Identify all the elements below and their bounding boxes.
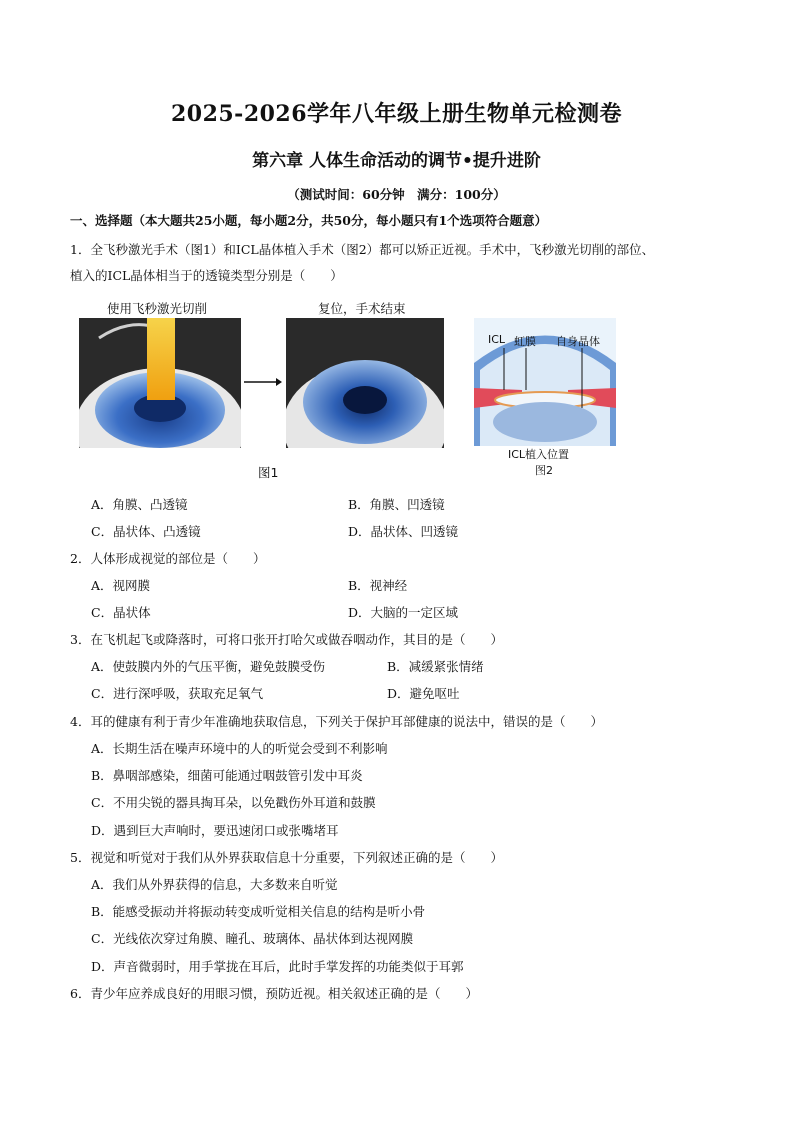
question-1-option-a[interactable]: A．角膜、凸透镜 xyxy=(91,497,188,512)
icl-position-label: ICL植入位置 xyxy=(508,448,570,461)
figure-1-label: 图1 xyxy=(258,465,279,480)
question-5-stem: 5．视觉和听觉对于我们从外界获取信息十分重要，下列叙述正确的是（ ） xyxy=(70,850,503,865)
question-5-option-b[interactable]: B．能感受振动并将振动转变成听觉相关信息的结构是听小骨 xyxy=(91,904,426,919)
exam-title: 2025-2026学年八年级上册生物单元检测卷 xyxy=(170,101,623,127)
question-4-option-a[interactable]: A．长期生活在噪声环境中的人的听觉会受到不利影响 xyxy=(91,741,388,756)
question-4-option-d[interactable]: D．遇到巨大声响时，要迅速闭口或张嘴堵耳 xyxy=(91,823,339,838)
question-5-option-a[interactable]: A．我们从外界获得的信息，大多数来自听觉 xyxy=(91,877,338,892)
figure-2-label: 图2 xyxy=(535,464,553,477)
question-3-option-b[interactable]: B．减缓紧张情绪 xyxy=(387,659,484,674)
question-4-option-c[interactable]: C．不用尖锐的器具掏耳朵，以免戳伤外耳道和鼓膜 xyxy=(91,795,376,810)
question-1-stem-line-2: 植入的ICL晶体相当于的透镜类型分别是（ ） xyxy=(70,268,343,283)
question-3-stem: 3．在飞机起飞或降落时，可将口张开打哈欠或做吞咽动作，其目的是（ ） xyxy=(70,632,503,647)
question-6-stem: 6．青少年应养成良好的用眼习惯，预防近视。相关叙述正确的是（ ） xyxy=(70,986,478,1001)
question-1-option-d[interactable]: D．晶状体、凹透镜 xyxy=(348,524,459,539)
question-3-option-a[interactable]: A．使鼓膜内外的气压平衡，避免鼓膜受伤 xyxy=(91,659,326,674)
natural-lens-label: 自身晶体 xyxy=(556,335,600,348)
recovered-eye-image xyxy=(286,318,444,448)
figure-1-caption-right: 复位，手术结束 xyxy=(318,301,406,316)
question-2-option-c[interactable]: C．晶状体 xyxy=(91,605,151,620)
question-1-option-c[interactable]: C．晶状体、凸透镜 xyxy=(91,524,201,539)
question-3-option-c[interactable]: C．进行深呼吸，获取充足氧气 xyxy=(91,686,264,701)
question-4-option-b[interactable]: B．鼻咽部感染，细菌可能通过咽鼓管引发中耳炎 xyxy=(91,768,363,783)
chapter-subtitle: 第六章 人体生命活动的调节•提升进阶 xyxy=(252,151,541,171)
question-5-option-d[interactable]: D．声音微弱时，用手掌拢在耳后，此时手掌发挥的功能类似于耳郭 xyxy=(91,959,464,974)
question-5-option-c[interactable]: C．光线依次穿过角膜、瞳孔、玻璃体、晶状体到达视网膜 xyxy=(91,931,414,946)
question-2-option-b[interactable]: B．视神经 xyxy=(348,578,408,593)
question-1-stem-line-1: 1．全飞秒激光手术（图1）和ICL晶体植入手术（图2）都可以矫正近视。手术中，飞秒激光切削的部位、 xyxy=(70,242,655,257)
question-3-option-d[interactable]: D．避免呕吐 xyxy=(387,686,460,701)
question-2-option-a[interactable]: A．视网膜 xyxy=(91,578,151,593)
laser-surgery-eye-image xyxy=(79,318,241,448)
question-2-stem: 2．人体形成视觉的部位是（ ） xyxy=(70,551,266,566)
figure-1-caption-left: 使用飞秒激光切削 xyxy=(107,301,208,316)
question-1-option-b[interactable]: B．角膜、凹透镜 xyxy=(348,497,445,512)
question-2-option-d[interactable]: D．大脑的一定区域 xyxy=(348,605,459,620)
question-4-stem: 4．耳的健康有利于青少年准确地获取信息，下列关于保护耳部健康的说法中，错误的是（ ） xyxy=(70,714,603,729)
iris-label: 虹膜 xyxy=(514,335,536,348)
arrow-icon xyxy=(244,376,282,388)
section-heading: 一、选择题（本大题共25小题，每小题2分，共50分，每小题只有1个选项符合题意） xyxy=(70,213,548,228)
exam-meta: （测试时间：60分钟 满分：100分） xyxy=(287,187,506,202)
icl-label: ICL xyxy=(488,333,506,346)
